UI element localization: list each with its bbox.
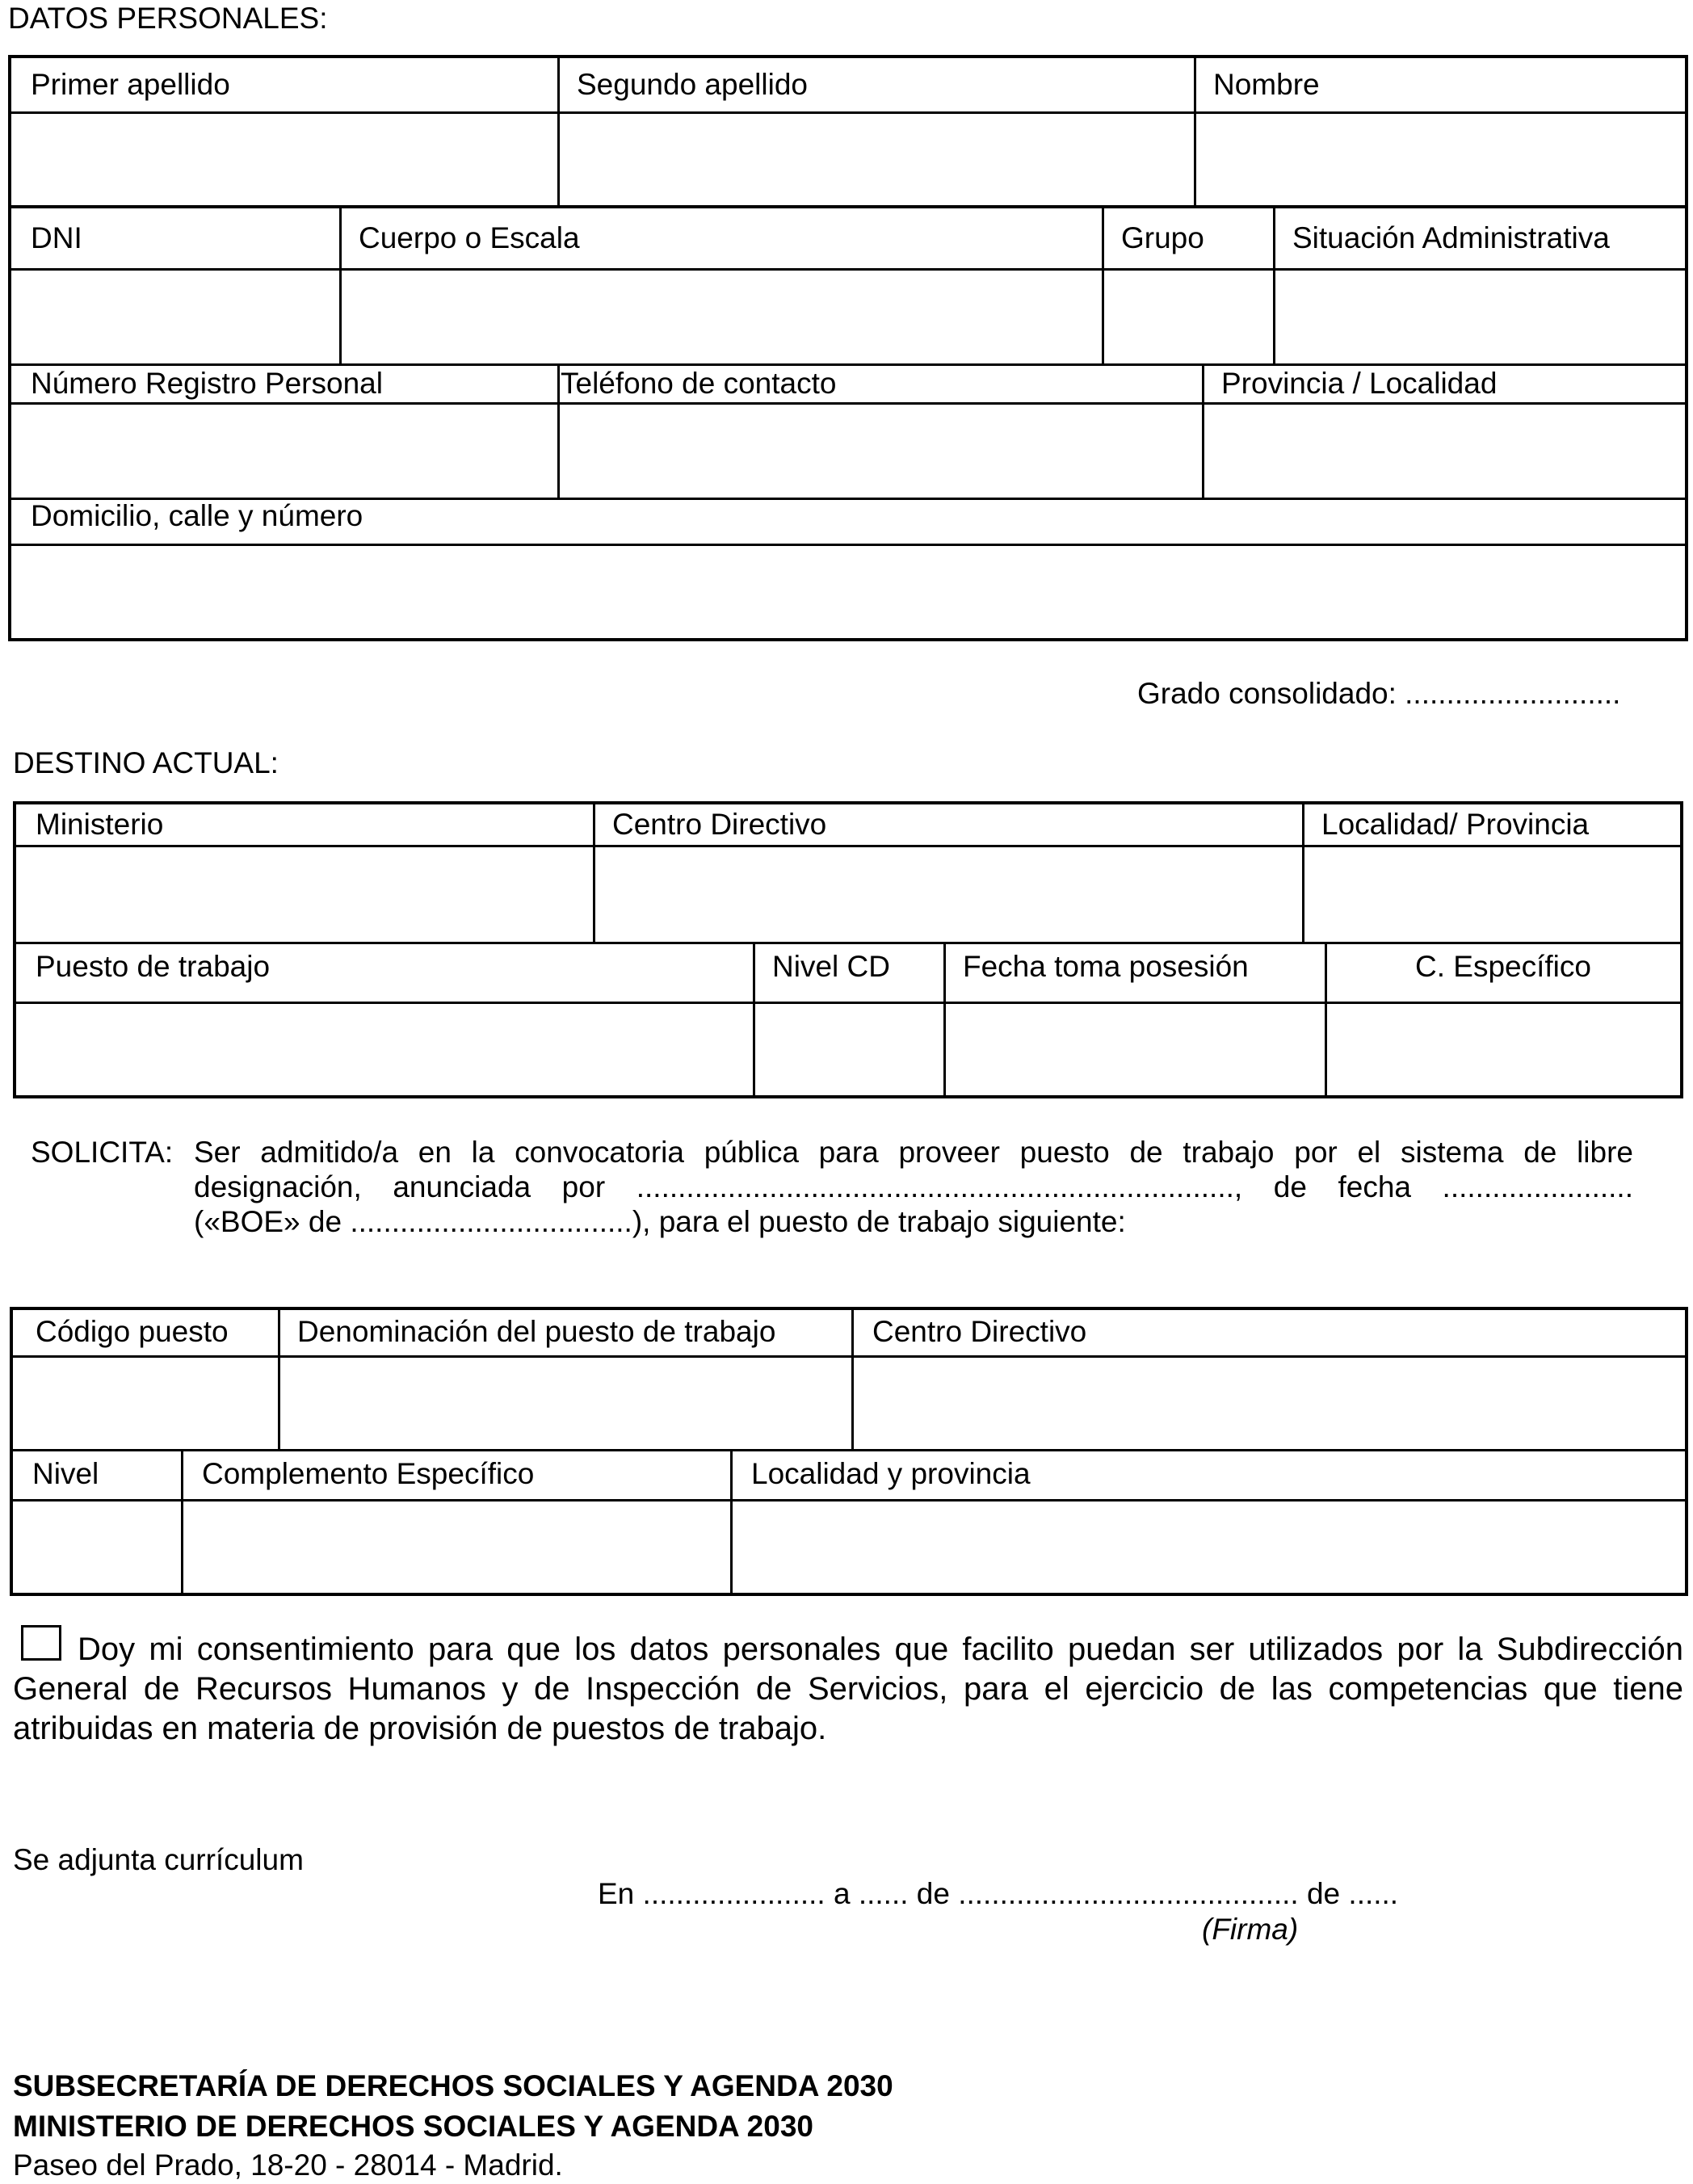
label-primer-apellido: Primer apellido — [31, 68, 230, 101]
label-nivel: Nivel — [32, 1457, 99, 1490]
field-c-especifico[interactable] — [1327, 1004, 1680, 1095]
field-grupo[interactable] — [1104, 271, 1273, 363]
label-dni: DNI — [31, 221, 82, 254]
field-nivel[interactable] — [13, 1502, 181, 1593]
field-localidad-provincia-actual[interactable] — [1304, 847, 1680, 942]
label-localidad-provincia-actual: Localidad/ Provincia — [1321, 808, 1590, 841]
field-situacion-administrativa[interactable] — [1275, 271, 1685, 363]
datos-personales-heading: DATOS PERSONALES: — [8, 2, 328, 35]
field-denominacion-puesto[interactable] — [280, 1358, 851, 1449]
field-segundo-apellido[interactable] — [560, 114, 1194, 205]
label-situacion-administrativa: Situación Administrativa — [1292, 221, 1610, 254]
label-cuerpo-escala: Cuerpo o Escala — [359, 221, 580, 254]
footer-direccion: Paseo del Prado, 18-20 - 28014 - Madrid. — [13, 2148, 563, 2182]
label-centro-directivo-solicitado: Centro Directivo — [872, 1315, 1087, 1348]
field-numero-registro-personal[interactable] — [11, 405, 557, 498]
label-nombre: Nombre — [1213, 68, 1320, 101]
solicita-label: SOLICITA: — [31, 1136, 174, 1169]
field-nombre[interactable] — [1196, 114, 1685, 205]
solicita-line-1: Ser admitido/a en la convocatoria pública para proveer puesto de trabajo por el sistema de libre — [194, 1136, 1633, 1169]
field-fecha-toma-posesion[interactable] — [946, 1004, 1325, 1095]
label-complemento-especifico: Complemento Específico — [202, 1457, 535, 1490]
solicita-line-2: designación, anunciada por ........................................................................, de fecha ....................... — [194, 1170, 1633, 1203]
field-dni[interactable] — [11, 271, 339, 363]
field-domicilio[interactable] — [11, 546, 1685, 638]
label-c-especifico: C. Específico — [1415, 950, 1591, 983]
label-grupo: Grupo — [1121, 221, 1204, 254]
firma-label: (Firma) — [1202, 1913, 1299, 1946]
consent-text: Doy mi consentimiento para que los datos personales que facilito puedan ser utilizados por la Subdirección General de Recursos Humanos y de Inspección de Servicios, para el ejercicio de las competencias que tiene atribuidas en materia de provisión de puestos de trabajo. — [13, 1632, 1683, 1746]
field-provincia-localidad[interactable] — [1204, 405, 1685, 498]
destino-actual-heading: DESTINO ACTUAL: — [13, 746, 279, 779]
field-localidad-provincia-solicitado[interactable] — [733, 1502, 1685, 1593]
field-centro-directivo-actual[interactable] — [595, 847, 1302, 942]
label-puesto-trabajo: Puesto de trabajo — [36, 950, 271, 983]
field-primer-apellido[interactable] — [11, 114, 557, 205]
grado-consolidado: Grado consolidado: .......................... — [1137, 677, 1621, 710]
label-fecha-toma-posesion: Fecha toma posesión — [963, 950, 1249, 983]
datos-personales-table — [8, 55, 1688, 641]
field-cuerpo-escala[interactable] — [342, 271, 1102, 363]
field-nivel-cd[interactable] — [755, 1004, 943, 1095]
label-ministerio: Ministerio — [36, 808, 164, 841]
field-codigo-puesto[interactable] — [13, 1358, 278, 1449]
fecha-lugar: En ...................... a ...... de ......................................... de ...... — [598, 1877, 1399, 1910]
label-centro-directivo-actual: Centro Directivo — [612, 808, 827, 841]
label-telefono-contacto: Teléfono de contacto — [561, 367, 837, 400]
puesto-solicitado-table — [10, 1307, 1688, 1596]
label-codigo-puesto: Código puesto — [36, 1315, 229, 1348]
field-complemento-especifico[interactable] — [183, 1502, 730, 1593]
footer-ministerio: MINISTERIO DE DERECHOS SOCIALES Y AGENDA 2030 — [13, 2110, 813, 2143]
field-telefono-contacto[interactable] — [560, 405, 1202, 498]
solicita-line-3: («BOE» de ..................................), para el puesto de trabajo siguiente: — [194, 1205, 1126, 1238]
label-denominacion-puesto: Denominación del puesto de trabajo — [297, 1315, 776, 1348]
label-localidad-provincia-solicitado: Localidad y provincia — [751, 1457, 1031, 1490]
label-numero-registro-personal: Número Registro Personal — [31, 367, 383, 400]
label-domicilio: Domicilio, calle y número — [31, 499, 363, 532]
destino-actual-table — [13, 801, 1683, 1098]
field-ministerio[interactable] — [16, 847, 593, 942]
field-centro-directivo-solicitado[interactable] — [854, 1358, 1685, 1449]
se-adjunta-curriculum: Se adjunta currículum — [13, 1843, 304, 1876]
label-provincia-localidad: Provincia / Localidad — [1221, 367, 1498, 400]
field-puesto-trabajo[interactable] — [16, 1004, 753, 1095]
label-segundo-apellido: Segundo apellido — [577, 68, 808, 101]
label-nivel-cd: Nivel CD — [772, 950, 890, 983]
footer-subsecretaria: SUBSECRETARÍA DE DERECHOS SOCIALES Y AGENDA 2030 — [13, 2069, 893, 2102]
